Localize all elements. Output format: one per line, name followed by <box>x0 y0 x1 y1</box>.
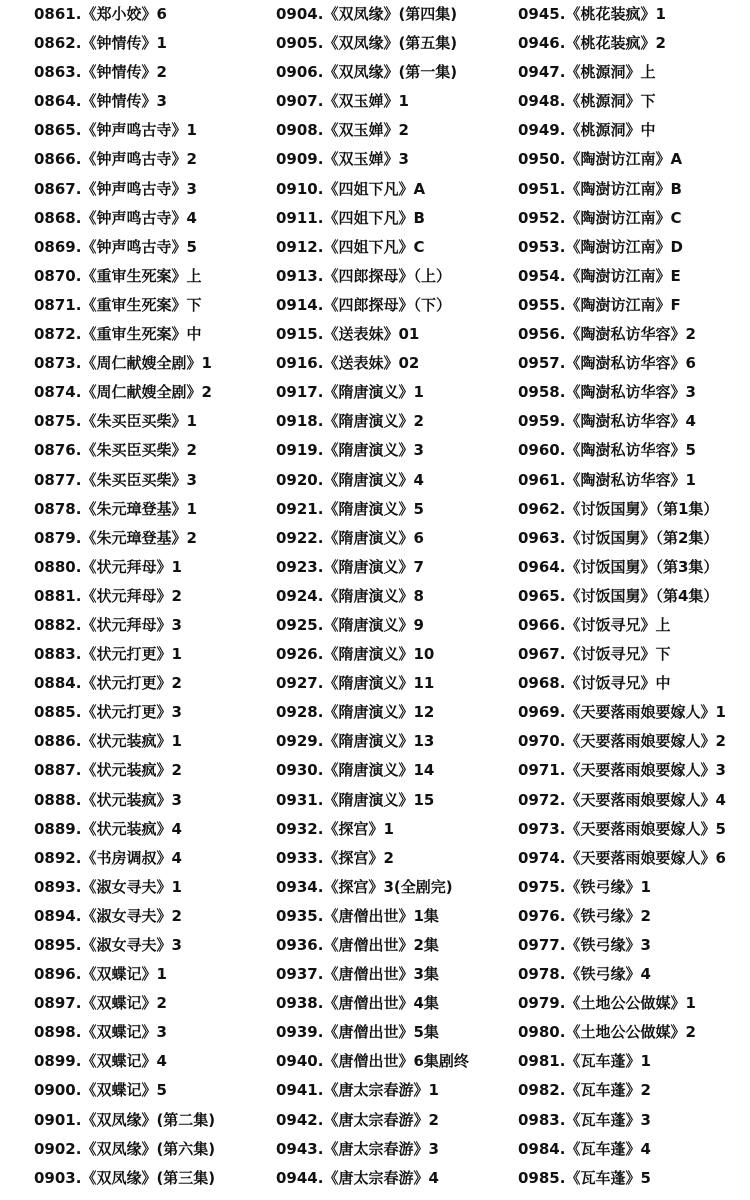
list-item: 0938.《唐僧出世》4集 <box>276 994 439 1013</box>
list-item: 0941.《唐太宗春游》1 <box>276 1081 439 1100</box>
list-item: 0922.《隋唐演义》6 <box>276 528 424 547</box>
list-item: 0886.《状元装疯》1 <box>34 732 182 751</box>
list-item: 0972.《天要落雨娘要嫁人》4 <box>518 790 726 809</box>
list-item: 0960.《陶澍私访华容》5 <box>518 441 696 460</box>
list-item: 0911.《四姐下凡》B <box>276 208 425 227</box>
list-item: 0959.《陶澍私访华容》4 <box>518 412 696 431</box>
list-item: 0952.《陶澍访江南》C <box>518 208 682 227</box>
list-item: 0934.《探宫》3(全剧完) <box>276 877 453 896</box>
list-item: 0984.《瓦车蓬》4 <box>518 1139 651 1158</box>
list-item: 0875.《朱买臣买柴》1 <box>34 412 197 431</box>
list-item: 0916.《送表妹》02 <box>276 354 420 373</box>
list-item: 0895.《淑女寻夫》3 <box>34 936 182 954</box>
list-item: 0878.《朱元璋登基》1 <box>34 499 197 518</box>
list-item: 0903.《双凤缘》(第三集) <box>34 1168 216 1187</box>
list-item: 0897.《双蝶记》2 <box>34 994 167 1013</box>
list-item: 0872.《重审生死案》中 <box>34 325 202 344</box>
list-item: 0978.《铁弓缘》4 <box>518 965 651 984</box>
list-item: 0919.《隋唐演义》3 <box>276 441 424 460</box>
list-item: 0937.《唐僧出世》3集 <box>276 965 439 984</box>
list-item: 0899.《双蝶记》4 <box>34 1052 167 1071</box>
list-item: 0982.《瓦车蓬》2 <box>518 1081 651 1100</box>
list-item: 0935.《唐僧出世》1集 <box>276 906 439 925</box>
list-item: 0951.《陶澍访江南》B <box>518 179 682 198</box>
list-item: 0894.《淑女寻夫》2 <box>34 906 182 925</box>
list-item: 0947.《桃源洞》上 <box>518 63 656 82</box>
list-item: 0870.《重审生死案》上 <box>34 266 202 285</box>
list-item: 0902.《双凤缘》(第六集) <box>34 1139 216 1158</box>
list-item: 0930.《隋唐演义》14 <box>276 761 435 780</box>
list-item: 0861.《郑小姣》6 <box>34 5 167 23</box>
list-item: 0880.《状元拜母》1 <box>34 557 182 576</box>
list-item: 0873.《周仁献嫂全剧》1 <box>34 354 212 373</box>
list-item: 0901.《双凤缘》(第二集) <box>34 1110 216 1129</box>
list-item: 0913.《四郎探母》（上） <box>276 266 451 285</box>
list-item: 0898.《双蝶记》3 <box>34 1023 167 1042</box>
list-item: 0928.《隋唐演义》12 <box>276 703 435 722</box>
list-item: 0927.《隋唐演义》11 <box>276 674 435 693</box>
list-item: 0924.《隋唐演义》8 <box>276 586 424 605</box>
list-item: 0973.《天要落雨娘要嫁人》5 <box>518 819 726 838</box>
list-item: 0971.《天要落雨娘要嫁人》3 <box>518 761 726 780</box>
list-item: 0871.《重审生死案》下 <box>34 295 202 314</box>
list-item: 0921.《隋唐演义》5 <box>276 499 424 518</box>
list-item: 0957.《陶澍私访华容》6 <box>518 354 696 373</box>
list-item: 0915.《送表妹》01 <box>276 325 420 344</box>
list-item: 0962.《讨饭国舅》（第1集） <box>518 499 719 518</box>
column-3 <box>518 0 726 1193</box>
list-item: 0908.《双玉婵》2 <box>276 121 409 140</box>
list-item: 0964.《讨饭国舅》（第3集） <box>518 557 719 576</box>
list-item: 0893.《淑女寻夫》1 <box>34 877 182 896</box>
list-item: 0876.《朱买臣买柴》2 <box>34 441 197 460</box>
list-item: 0975.《铁弓缘》1 <box>518 877 651 896</box>
list-item: 0883.《状元打更》1 <box>34 645 182 664</box>
list-item: 0985.《瓦车蓬》5 <box>518 1168 651 1187</box>
list-item: 0877.《朱买臣买柴》3 <box>34 470 197 489</box>
list-item: 0956.《陶澍私访华容》2 <box>518 325 696 344</box>
list-item: 0912.《四姐下凡》C <box>276 237 425 256</box>
list-item: 0907.《双玉婵》1 <box>276 92 409 111</box>
list-item: 0896.《双蝶记》1 <box>34 965 167 984</box>
list-item: 0917.《隋唐演义》1 <box>276 383 424 402</box>
list-item: 0950.《陶澍访江南》A <box>518 150 683 169</box>
list-item: 0961.《陶澍私访华容》1 <box>518 470 696 489</box>
list-item: 0981.《瓦车蓬》1 <box>518 1052 651 1071</box>
list-item: 0925.《隋唐演义》9 <box>276 615 424 634</box>
list-item: 0948.《桃源洞》下 <box>518 92 656 111</box>
list-item: 0939.《唐僧出世》5集 <box>276 1023 439 1042</box>
list-item: 0866.《钟声鸣古寺》2 <box>34 150 197 169</box>
list-item: 0967.《讨饭寻兄》下 <box>518 645 671 664</box>
list-item: 0874.《周仁献嫂全剧》2 <box>34 383 212 402</box>
list-item: 0974.《天要落雨娘要嫁人》6 <box>518 848 726 867</box>
list-item: 0932.《探宫》1 <box>276 819 394 838</box>
list-item: 0885.《状元打更》3 <box>34 703 182 722</box>
list-item: 0905.《双凤缘》(第五集) <box>276 34 458 53</box>
list-item: 0892.《书房调叔》4 <box>34 848 182 867</box>
column-1 <box>34 0 215 1193</box>
list-item: 0929.《隋唐演义》13 <box>276 732 435 751</box>
list-item: 0963.《讨饭国舅》（第2集） <box>518 528 719 547</box>
list-item: 0865.《钟声鸣古寺》1 <box>34 121 197 140</box>
list-item: 0920.《隋唐演义》4 <box>276 470 424 489</box>
list-item: 0923.《隋唐演义》7 <box>276 557 424 576</box>
list-item: 0887.《状元装疯》2 <box>34 761 182 780</box>
list-item: 0904.《双凤缘》(第四集) <box>276 5 458 23</box>
column-2 <box>276 0 469 1193</box>
list-item: 0882.《状元拜母》3 <box>34 615 182 634</box>
list-item: 0933.《探宫》2 <box>276 848 394 867</box>
list-item: 0931.《隋唐演义》15 <box>276 790 435 809</box>
list-item: 0980.《土地公公做媒》2 <box>518 1023 696 1042</box>
list-item: 0889.《状元装疯》4 <box>34 819 182 838</box>
list-item: 0906.《双凤缘》(第一集) <box>276 63 458 82</box>
list-item: 0868.《钟声鸣古寺》4 <box>34 208 197 227</box>
list-item: 0867.《钟声鸣古寺》3 <box>34 179 197 198</box>
list-item: 0955.《陶澍访江南》F <box>518 295 681 314</box>
list-item: 0977.《铁弓缘》3 <box>518 936 651 954</box>
list-item: 0869.《钟声鸣古寺》5 <box>34 237 197 256</box>
list-item: 0888.《状元装疯》3 <box>34 790 182 809</box>
list-item: 0946.《桃花装疯》2 <box>518 34 666 53</box>
list-item: 0943.《唐太宗春游》3 <box>276 1139 439 1158</box>
list-item: 0958.《陶澍私访华容》3 <box>518 383 696 402</box>
list-item: 0864.《钟情传》3 <box>34 92 167 111</box>
list-item: 0940.《唐僧出世》6集剧终 <box>276 1052 469 1071</box>
list-item: 0953.《陶澍访江南》D <box>518 237 683 256</box>
list-item: 0879.《朱元璋登基》2 <box>34 528 197 547</box>
list-item: 0910.《四姐下凡》A <box>276 179 426 198</box>
list-item: 0945.《桃花装疯》1 <box>518 5 666 23</box>
list-item: 0965.《讨饭国舅》（第4集） <box>518 586 719 605</box>
list-item: 0936.《唐僧出世》2集 <box>276 936 439 954</box>
list-item: 0914.《四郎探母》（下） <box>276 295 451 314</box>
list-item: 0942.《唐太宗春游》2 <box>276 1110 439 1129</box>
list-item: 0944.《唐太宗春游》4 <box>276 1168 439 1187</box>
list-item: 0909.《双玉婵》3 <box>276 150 409 169</box>
list-item: 0918.《隋唐演义》2 <box>276 412 424 431</box>
list-item: 0862.《钟情传》1 <box>34 34 167 53</box>
list-item: 0966.《讨饭寻兄》上 <box>518 615 671 634</box>
list-item: 0969.《天要落雨娘要嫁人》1 <box>518 703 726 722</box>
list-item: 0884.《状元打更》2 <box>34 674 182 693</box>
list-item: 0979.《土地公公做媒》1 <box>518 994 696 1013</box>
list-item: 0926.《隋唐演义》10 <box>276 645 435 664</box>
list-item: 0881.《状元拜母》2 <box>34 586 182 605</box>
list-item: 0983.《瓦车蓬》3 <box>518 1110 651 1129</box>
list-item: 0968.《讨饭寻兄》中 <box>518 674 671 693</box>
list-item: 0954.《陶澍访江南》E <box>518 266 681 285</box>
list-item: 0900.《双蝶记》5 <box>34 1081 167 1100</box>
list-item: 0949.《桃源洞》中 <box>518 121 656 140</box>
list-item: 0976.《铁弓缘》2 <box>518 906 651 925</box>
list-item: 0970.《天要落雨娘要嫁人》2 <box>518 732 726 751</box>
list-item: 0863.《钟情传》2 <box>34 63 167 82</box>
